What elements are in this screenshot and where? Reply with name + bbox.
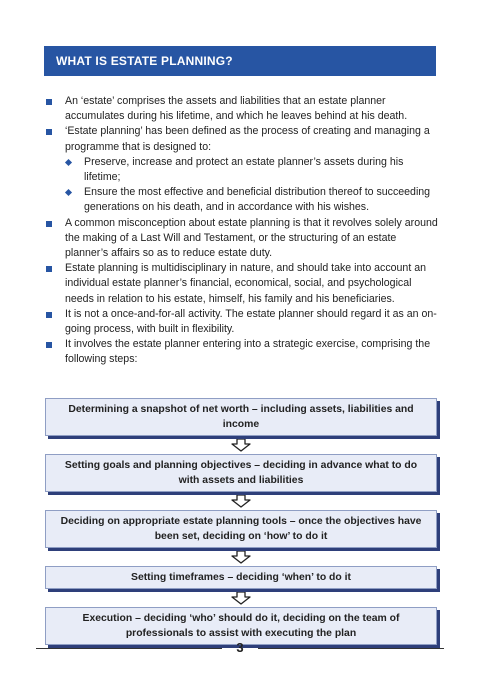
page-number: 3 [236, 640, 244, 655]
bullet-list [46, 94, 438, 368]
sub-bullet-text: Preserve, increase and protect an estate planner’s assets during his lifetime; [84, 155, 404, 184]
step-text: Execution – deciding ‘who’ should do it, deciding on the team of professionals to assist with executing the plan [82, 613, 400, 639]
bullet-text: An ‘estate’ comprises the assets and liabilities that an estate planner accumulates during his lifetime, and which he leaves behind at his death. [65, 95, 408, 123]
step-box [45, 510, 437, 548]
list-item [46, 94, 438, 124]
section-header [44, 46, 436, 76]
list-item [46, 216, 438, 262]
bullet-text: It involves the estate planner entering into a strategic exercise, comprising the following steps: [65, 338, 431, 366]
sub-list-item [46, 155, 438, 185]
bullet-text: Estate planning is multidisciplinary in nature, and should take into account an individual estate planner’s financial, economical, social, and psychological needs in relation to his estate, himself, his family and his beneficiaries. [65, 262, 426, 305]
list-item [46, 261, 438, 307]
list-item [46, 307, 438, 337]
page-footer [36, 638, 444, 658]
step-box [45, 454, 437, 492]
down-arrow-icon [45, 589, 437, 607]
diamond-bullet-icon [65, 189, 72, 196]
square-bullet-icon [46, 312, 52, 318]
step-text: Determining a snapshot of net worth – including assets, liabilities and income [68, 404, 414, 430]
square-bullet-icon [46, 266, 52, 272]
step-text: Setting timeframes – deciding ‘when’ to do it [131, 572, 351, 583]
section-title: WHAT IS ESTATE PLANNING? [56, 54, 233, 68]
bullet-text: A common misconception about estate planning is that it revolves solely around the making of a Last Will and Testament, or the structuring of an estate planner’s affairs so as to reduce estate duty. [65, 216, 438, 260]
list-item [46, 124, 438, 154]
sub-list-item [46, 185, 438, 215]
list-item [46, 337, 438, 367]
down-arrow-icon [45, 436, 437, 454]
steps-flowchart [45, 398, 437, 645]
step-text: Setting goals and planning objectives – deciding in advance what to do with assets and liabilities [64, 460, 418, 486]
square-bullet-icon [46, 342, 52, 348]
bullet-text: ‘Estate planning’ has been defined as the process of creating and managing a programme that is designed to: [65, 125, 430, 153]
sub-bullet-text: Ensure the most effective and beneficial distribution thereof to succeeding generations on his death, and in accordance with his wishes. [84, 186, 431, 214]
down-arrow-icon [45, 548, 437, 566]
step-box [45, 566, 437, 589]
square-bullet-icon [46, 99, 52, 105]
square-bullet-icon [46, 221, 52, 227]
step-text: Deciding on appropriate estate planning tools – once the objectives have been set, deciding on ‘how’ to do it [60, 516, 422, 542]
bullet-text: It is not a once-and-for-all activity. The estate planner should regard it as an on-going process, with built in flexibility. [65, 307, 437, 336]
square-bullet-icon [46, 129, 52, 135]
step-box [45, 398, 437, 436]
diamond-bullet-icon [65, 159, 72, 166]
down-arrow-icon [45, 492, 437, 510]
